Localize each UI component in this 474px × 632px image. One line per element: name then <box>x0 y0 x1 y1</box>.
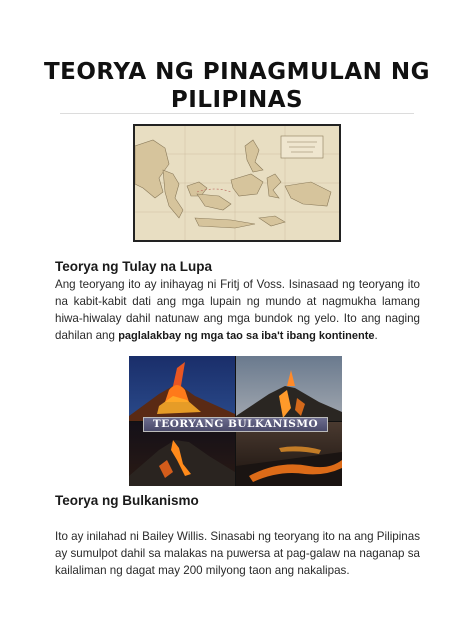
section1-body-text: Ang teoryang ito ay inihayag ni Fritj of Voss. Isinasaad ng teoryang ito na kabit-kabit dati ang mga lupain ng mundo at nagmukha lamang hiwa-hiwalay dahil natunaw ang mga bundok ng yelo. Ito ang naging dahilan ang <box>55 278 420 342</box>
title-line-1: TEORYA NG PINAGMULAN NG <box>43 59 431 85</box>
section-heading-bulkanismo: Teorya ng Bulkanismo <box>55 493 199 508</box>
title-divider <box>60 113 414 114</box>
volcano-collage-image <box>129 356 342 486</box>
title-line-2: PILIPINAS <box>170 87 304 113</box>
section1-emphasis: paglalakbay ng mga tao sa iba't ibang kontinente <box>118 330 375 342</box>
volcano-banner-label: TEORYANG BULKANISMO <box>143 417 328 432</box>
section-body-tulay-na-lupa <box>55 276 420 345</box>
antique-map-image <box>133 124 341 242</box>
section-body-bulkanismo: Ito ay inilahad ni Bailey Willis. Sinasabi ng teoryang ito na ang Pilipinas ay sumulpot dahil sa malakas na puwersa at pag-galaw na naganap sa kailaliman ng dagat may 200 milyong taon ang nakalipas. <box>55 530 420 577</box>
section-heading-tulay-na-lupa: Teorya ng Tulay na Lupa <box>55 259 213 274</box>
page-title <box>30 58 444 114</box>
section1-end: . <box>374 329 378 342</box>
